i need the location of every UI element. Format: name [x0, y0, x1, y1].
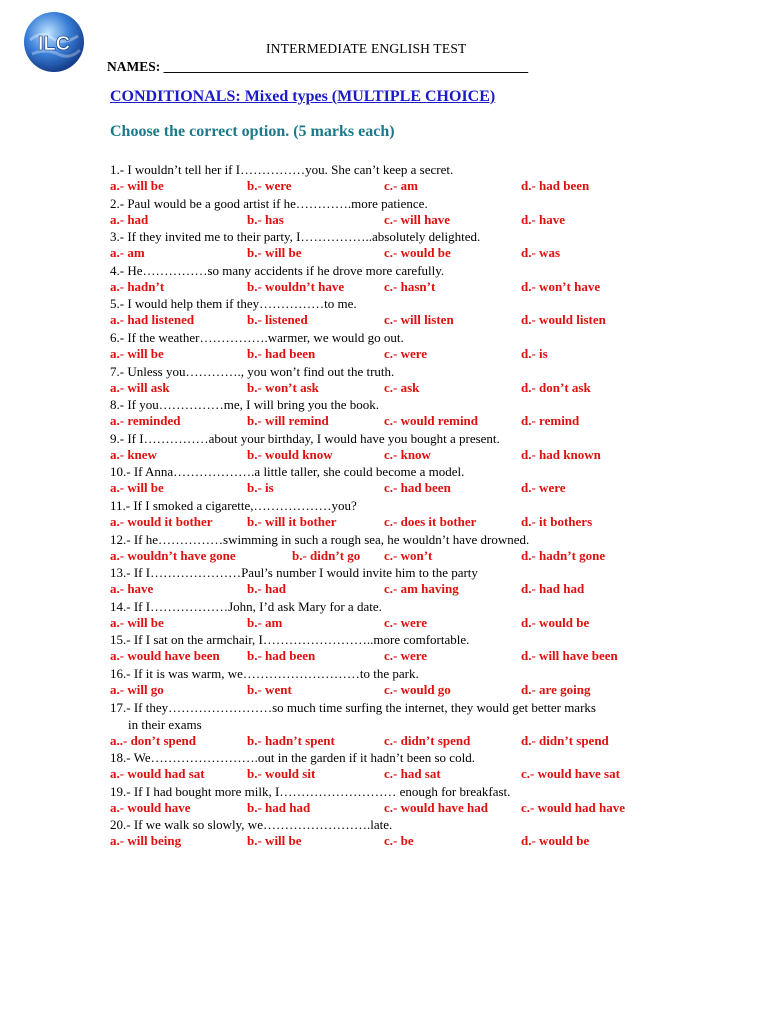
option-row — [110, 766, 750, 783]
question-text: 11.- If I smoked a cigarette,………………you? — [110, 497, 357, 513]
option-d[interactable]: d.- were — [521, 480, 566, 496]
option-c[interactable]: c.- had sat — [384, 766, 441, 782]
option-d[interactable]: d.- have — [521, 211, 566, 227]
option-c[interactable]: c.- hasn’t — [384, 278, 436, 294]
question-text: 10.- If Anna……………….a little taller, she could become a model. — [110, 464, 465, 480]
option-row — [110, 682, 750, 699]
option-c[interactable]: c.- were — [384, 648, 428, 664]
question-text: 14.- If I………………John, I’d ask Mary for a date. — [110, 598, 382, 614]
option-row — [110, 413, 750, 430]
option-c[interactable]: c.- would remind — [384, 413, 479, 429]
question-item — [110, 631, 750, 665]
question-text: 16.- If it is was warm, we………………………to the park. — [110, 665, 419, 681]
question-text: 5.- I would help them if they……………to me. — [110, 296, 357, 312]
question-text: 1.- I wouldn’t tell her if I……………you. She can’t keep a secret. — [110, 162, 454, 177]
question-text: 6.- If the weather…………….warmer, we would go out. — [110, 329, 404, 345]
option-c[interactable]: c.- would go — [384, 681, 451, 697]
option-d[interactable]: d.- had been — [521, 178, 590, 193]
option-row — [110, 514, 750, 531]
option-c[interactable]: c.- had been — [384, 480, 451, 496]
question-text: 3.- If they invited me to their party, I……………..absolutely delighted. — [110, 229, 481, 245]
question-text: 2.- Paul would be a good artist if he………….more patience. — [110, 195, 428, 211]
option-a[interactable]: a.- would have been — [110, 648, 220, 664]
option-d[interactable]: d.- hadn’t gone — [521, 547, 606, 563]
option-c[interactable]: c.- would be — [384, 245, 451, 261]
question-item — [110, 228, 750, 262]
option-d[interactable]: c.- would had have — [521, 799, 626, 815]
question-text: 15.- If I sat on the armchair, I……………………..more comfortable. — [110, 632, 470, 648]
option-a[interactable]: a.- had — [110, 211, 149, 227]
option-d[interactable]: d.- don’t ask — [521, 379, 591, 395]
question-text: 18.- We…………………….out in the garden if it hadn’t been so cold. — [110, 750, 475, 766]
option-a[interactable]: a.- wouldn’t have gone — [110, 547, 236, 563]
option-row — [110, 212, 750, 229]
question-item — [110, 161, 750, 195]
question-item — [110, 699, 750, 750]
option-b[interactable]: b.- will be — [247, 833, 302, 849]
option-c[interactable]: c.- were — [384, 345, 428, 361]
question-item — [110, 783, 750, 817]
option-row — [110, 648, 750, 665]
option-row — [110, 615, 750, 632]
question-text: 7.- Unless you…………., you won’t find out the truth. — [110, 363, 395, 379]
option-row — [110, 312, 750, 329]
question-item — [110, 564, 750, 598]
option-a[interactable]: a.- will be — [110, 178, 164, 193]
option-d[interactable]: d.- it bothers — [521, 513, 593, 529]
names-field[interactable]: NAMES: ______________________________________________________ — [107, 59, 529, 74]
option-a[interactable]: a.- will being — [110, 833, 182, 849]
option-a[interactable]: a.- will be — [110, 614, 164, 630]
question-item — [110, 531, 750, 565]
option-b[interactable]: b.- am — [247, 614, 283, 630]
question-item — [110, 749, 750, 783]
question-item — [110, 363, 750, 397]
school-logo — [22, 10, 86, 74]
option-a[interactable]: a.- will go — [110, 681, 164, 697]
option-c[interactable]: c.- were — [384, 614, 428, 630]
question-item — [110, 463, 750, 497]
question-text: 20.- If we walk so slowly, we…………………….late. — [110, 817, 393, 833]
option-d[interactable]: d.- had had — [521, 581, 585, 597]
option-b[interactable]: b.- won’t ask — [247, 379, 319, 395]
option-c[interactable]: c.- would have had — [384, 799, 489, 815]
question-item — [110, 430, 750, 464]
option-row — [110, 800, 750, 817]
question-item — [110, 262, 750, 296]
option-b[interactable]: b.- would know — [247, 446, 333, 462]
document-title: INTERMEDIATE ENGLISH TEST — [266, 41, 467, 56]
option-c[interactable]: c.- be — [384, 833, 414, 849]
option-b[interactable]: b.- had been — [247, 648, 316, 664]
option-d[interactable]: d.- is — [521, 345, 548, 361]
option-c[interactable]: c.- will have — [384, 211, 451, 227]
option-a[interactable]: a.- am — [110, 245, 145, 261]
option-d[interactable]: d.- remind — [521, 413, 580, 429]
option-row — [110, 581, 750, 598]
option-a[interactable]: a.- knew — [110, 446, 157, 462]
question-item — [110, 329, 750, 363]
option-d[interactable]: d.- would be — [521, 833, 590, 849]
question-item — [110, 295, 750, 329]
option-c[interactable]: c.- does it bother — [384, 513, 477, 529]
option-a[interactable]: a.- have — [110, 581, 154, 597]
option-row — [110, 480, 750, 497]
section-title: CONDITIONALS: Mixed types (MULTIPLE CHOICE) — [110, 88, 496, 105]
option-d[interactable]: d.- had known — [521, 446, 601, 462]
option-row — [110, 245, 750, 262]
option-a[interactable]: a.- would it bother — [110, 513, 213, 529]
option-d[interactable]: d.- won’t have — [521, 278, 601, 294]
option-row — [110, 447, 750, 464]
option-row — [110, 833, 750, 850]
question-text: 19.- If I had bought more milk, I……………………… enough for breakfast. — [110, 783, 511, 799]
option-c[interactable]: c.- won’t — [384, 547, 433, 563]
option-b[interactable]: b.- will remind — [247, 413, 329, 429]
question-item — [110, 665, 750, 699]
question-text: 12.- If he……………swimming in such a rough sea, he wouldn’t have drowned. — [110, 531, 530, 547]
question-item — [110, 816, 750, 850]
option-a[interactable]: a.- will be — [110, 480, 164, 496]
option-b[interactable]: b.- had been — [247, 345, 316, 361]
option-b[interactable]: b.- were — [247, 178, 292, 193]
option-a[interactable]: a.- had listened — [110, 312, 195, 328]
question-text: 13.- If I…………………Paul’s number I would invite him to the party — [110, 565, 478, 581]
option-a[interactable]: a.- reminded — [110, 413, 181, 429]
option-a[interactable]: a.- hadn’t — [110, 278, 165, 294]
option-row — [110, 346, 750, 363]
option-row — [110, 380, 750, 397]
option-b[interactable]: b.- went — [247, 681, 292, 697]
question-list — [110, 161, 750, 850]
option-d[interactable]: d.- was — [521, 245, 561, 261]
option-c[interactable]: c.- didn’t spend — [384, 732, 471, 748]
option-c[interactable]: c.- will listen — [384, 312, 454, 328]
option-c[interactable]: c.- am having — [384, 581, 459, 597]
option-b[interactable]: b.- is — [247, 480, 274, 496]
option-b[interactable]: b.- listened — [247, 312, 308, 328]
option-a[interactable]: a.- will ask — [110, 379, 170, 395]
option-b[interactable]: b.- will it bother — [247, 513, 337, 529]
option-row — [110, 548, 750, 565]
option-b[interactable]: b.- will be — [247, 245, 302, 261]
option-b[interactable]: b.- wouldn’t have — [247, 278, 345, 294]
option-c[interactable]: c.- know — [384, 446, 431, 462]
question-text: 4.- He……………so many accidents if he drove more carefully. — [110, 262, 445, 278]
option-d[interactable]: d.- would be — [521, 614, 590, 630]
option-d[interactable]: d.- would listen — [521, 312, 606, 328]
question-text: 9.- If I……………about your birthday, I would have you bought a present. — [110, 430, 500, 446]
option-b[interactable]: b.- had — [247, 581, 287, 597]
question-text: 17.- If they……………………so much time surfing the internet, they would get better marks — [110, 699, 596, 715]
option-d[interactable]: c.- would have sat — [521, 766, 620, 782]
option-b[interactable]: b.- hadn’t spent — [247, 732, 335, 748]
instructions: Choose the correct option. (5 marks each) — [110, 123, 395, 140]
option-c[interactable]: c.- am — [384, 178, 418, 193]
option-b[interactable]: b.- would sit — [247, 766, 316, 782]
option-a[interactable]: a.- will be — [110, 345, 164, 361]
question-text: 8.- If you……………me, I will bring you the book. — [110, 397, 379, 413]
option-c[interactable]: c.- ask — [384, 379, 420, 395]
option-b[interactable]: b.- has — [247, 211, 284, 227]
option-row — [110, 733, 750, 750]
option-b[interactable]: b.- didn’t go — [292, 547, 361, 563]
logo-text: ILC — [37, 33, 71, 55]
question-item — [110, 598, 750, 632]
option-d[interactable]: d.- didn’t spend — [521, 732, 609, 748]
option-a[interactable]: a..- don’t spend — [110, 732, 196, 748]
option-row — [110, 178, 750, 195]
question-item — [110, 396, 750, 430]
question-item — [110, 195, 750, 229]
option-d[interactable]: d.- are going — [521, 681, 591, 697]
question-item — [110, 497, 750, 531]
question-text-continued: in their exams — [128, 716, 202, 732]
option-d[interactable]: d.- will have been — [521, 648, 618, 664]
option-a[interactable]: a.- would had sat — [110, 766, 205, 782]
option-a[interactable]: a.- would have — [110, 799, 191, 815]
option-b[interactable]: b.- had had — [247, 799, 311, 815]
option-row — [110, 279, 750, 296]
